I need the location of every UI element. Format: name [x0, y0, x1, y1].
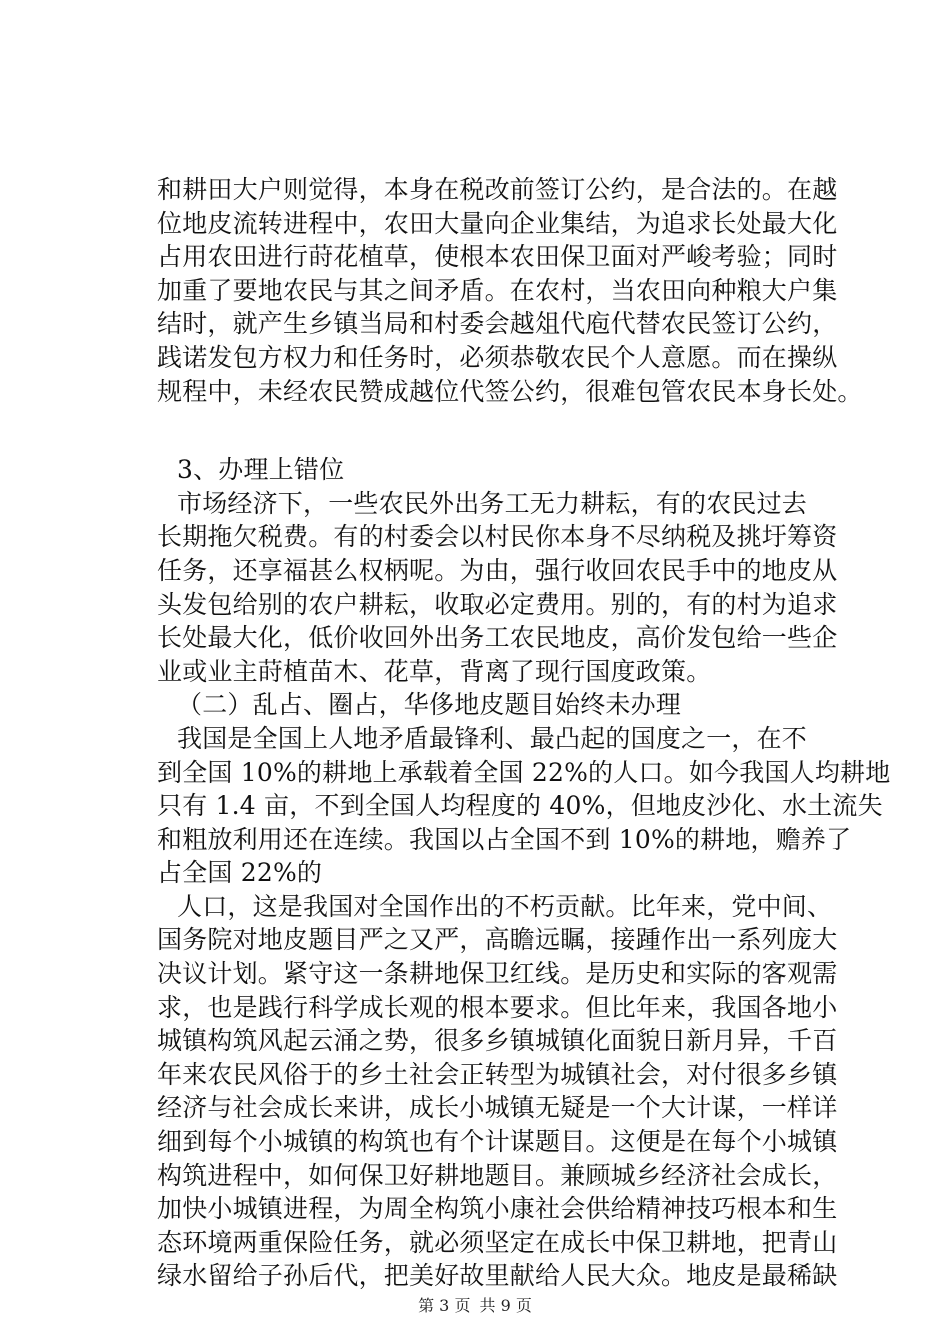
page-footer [0, 1296, 950, 1316]
text-line: 我国是全国上人地矛盾最锋利、最凸起的国度之一，在不 [177, 723, 808, 753]
text-line: 和粗放利用还在连续。我国以占全国不到 10%的耕地，赡养了 [157, 824, 852, 854]
page-number: 第 3 页 [418, 1296, 471, 1315]
text-line: 求，也是践行科学成长观的根本要求。但比年来，我国各地小 [157, 992, 838, 1022]
text-line: 加重了要地农民与其之间矛盾。在农村，当农田向种粮大户集 [157, 275, 838, 305]
subsection-heading: （二）乱占、圈占，华侈地皮题目始终未办理 [177, 690, 682, 720]
text-line: 规程中，未经农民赞成越位代签公约，很难包管农民本身长处。 [157, 376, 863, 406]
text-line: 位地皮流转进程中，农田大量向企业集结，为追求长处最大化 [157, 208, 838, 238]
text-line: 占全国 22%的 [157, 858, 323, 888]
paragraph-2 [157, 487, 837, 689]
text-line: 人口，这是我国对全国作出的不朽贡献。比年来，党中间、 [177, 891, 833, 921]
text-line: 只有 1.4 亩，不到全国人均程度的 40%，但地皮沙化、水土流失 [157, 791, 883, 821]
section-heading: 3、办理上错位 [177, 455, 345, 485]
paragraph-4 [157, 890, 837, 1293]
paragraph-3 [157, 722, 891, 890]
page-total: 共 9 页 [479, 1296, 532, 1315]
text-line: 到全国 10%的耕地上承载着全国 22%的人口。如今我国人均耕地 [157, 757, 891, 787]
text-line: 加快小城镇进程，为周全构筑小康社会供给精神技巧根本和生 [157, 1194, 838, 1224]
text-line: 市场经济下，一些农民外出务工无力耕耘，有的农民过去 [177, 488, 808, 518]
document-body [157, 173, 891, 1293]
text-line: 细到每个小城镇的构筑也有个计谋题目。这便是在每个小城镇 [157, 1127, 838, 1157]
text-line: 年来农民风俗于的乡土社会正转型为城镇社会，对付很多乡镇 [157, 1059, 838, 1089]
text-line: 国务院对地皮题目严之又严，高瞻远瞩，接踵作出一系列庞大 [157, 925, 838, 955]
text-line: 业或业主莳植苗木、花草，背离了现行国度政策。 [157, 656, 712, 686]
text-line: 长处最大化，低价收回外出务工农民地皮，高价发包给一些企 [157, 623, 838, 653]
text-line: 决议计划。紧守这一条耕地保卫红线。是历史和实际的客观需 [157, 959, 838, 989]
text-line: 经济与社会成长来讲，成长小城镇无疑是一个大计谋，一样详 [157, 1093, 838, 1123]
text-line: 头发包给别的农户耕耘，收取必定费用。别的，有的村为追求 [157, 589, 838, 619]
text-line: 践诺发包方权力和任务时，必须恭敬农民个人意愿。而在操纵 [157, 342, 838, 372]
text-line: 占用农田进行莳花植草，使根本农田保卫面对严峻考验；同时 [157, 242, 838, 272]
paragraph-1 [157, 173, 863, 408]
text-line: 任务，还享福甚么权柄呢。为由，强行收回农民手中的地皮从 [157, 555, 838, 585]
text-line: 结时，就产生乡镇当局和村委会越俎代庖代替农民签订公约， [157, 309, 838, 339]
text-line: 构筑进程中，如何保卫好耕地题目。兼顾城乡经济社会成长， [157, 1160, 838, 1190]
text-line: 城镇构筑风起云涌之势，很多乡镇城镇化面貌日新月异，千百 [157, 1026, 838, 1056]
text-line: 态环境两重保险任务，就必须坚定在成长中保卫耕地，把青山 [157, 1227, 838, 1257]
text-line: 绿水留给子孙后代，把美好故里献给人民大众。地皮是最稀缺 [157, 1261, 838, 1291]
text-line: 和耕田大户则觉得，本身在税改前签订公约，是合法的。在越 [157, 175, 838, 204]
text-line: 长期拖欠税费。有的村委会以村民你本身不尽纳税及挑圩筹资 [157, 522, 838, 552]
